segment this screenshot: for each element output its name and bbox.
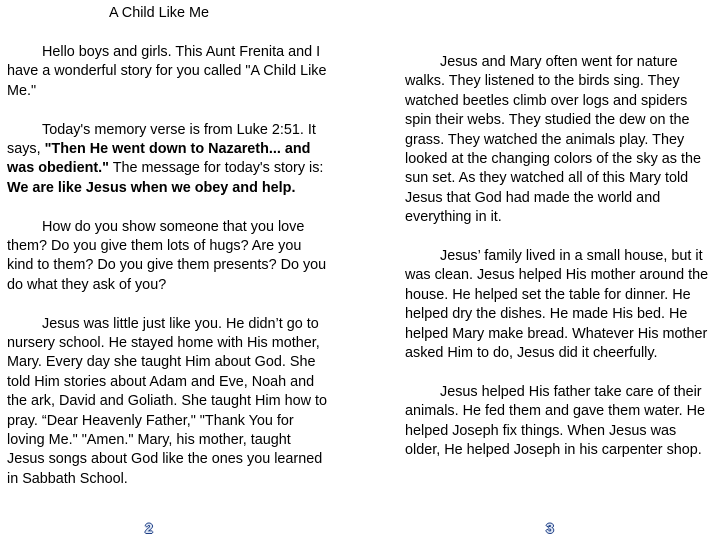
page-number-right: 3 xyxy=(546,520,554,536)
page-title: A Child Like Me xyxy=(109,5,209,21)
paragraph-helped-father: Jesus helped His father take care of their animals. He fed them and gave them water. He helped Joseph fix things. When Jesus was older, He helped Joseph in his carpenter shop. xyxy=(405,383,705,459)
page-number-left: 2 xyxy=(145,520,153,536)
memory-verse-intro: Today's memory verse is from Luke 2:51. It says, xyxy=(7,121,316,158)
paragraph-jesus-little: Jesus was little just like you. He didn’t go to nursery school. He stayed home with His mother, Mary. Every day she taught Him about God. She told Him stories about Adam and Eve, Noah and the ark, David and Goliath. She taught Him how to pray. “Dear Heavenly Father," "Thank You for loving Me." "Amen." Mary, his mother, taught Jesus songs about God like the ones you learned in Sabbath School. xyxy=(7,315,327,487)
memory-verse-quote: "Then He went down to Nazareth... and was obedient." xyxy=(7,141,311,177)
paragraph-family-house: Jesus’ family lived in a small house, but it was clean. Jesus helped His mother around the house. He helped set the table for dinner. He helped dry the dishes. He made His bed. He helped Mary make bread. Whatever His mother asked Him to do, Jesus did it cheerfully. xyxy=(405,248,709,362)
paragraph-nature-walks: Jesus and Mary often went for nature walks. They listened to the birds sing. They watched beetles climb over logs and spiders spin their webs. They studied the dew on the grass. They watched the animals play. They looked at the changing colors of the sky as the sun set. As they watched all of this Mary told Jesus that God had made the world and everything in it. xyxy=(405,54,701,226)
right-column xyxy=(405,53,713,461)
paragraph-memory-verse xyxy=(7,121,327,199)
message-intro: The message for today's story is: xyxy=(108,160,324,177)
left-column xyxy=(7,43,327,489)
story-message: We are like Jesus when we obey and help. xyxy=(7,179,296,196)
paragraph-greeting: Hello boys and girls. This Aunt Frenita and I have a wonderful story for you called "A Child Like Me." xyxy=(7,44,327,99)
paragraph-questions: How do you show someone that you love them? Do you give them lots of hugs? Are you kind to them? Do you give them presents? Do you do what they ask of you? xyxy=(7,218,327,293)
